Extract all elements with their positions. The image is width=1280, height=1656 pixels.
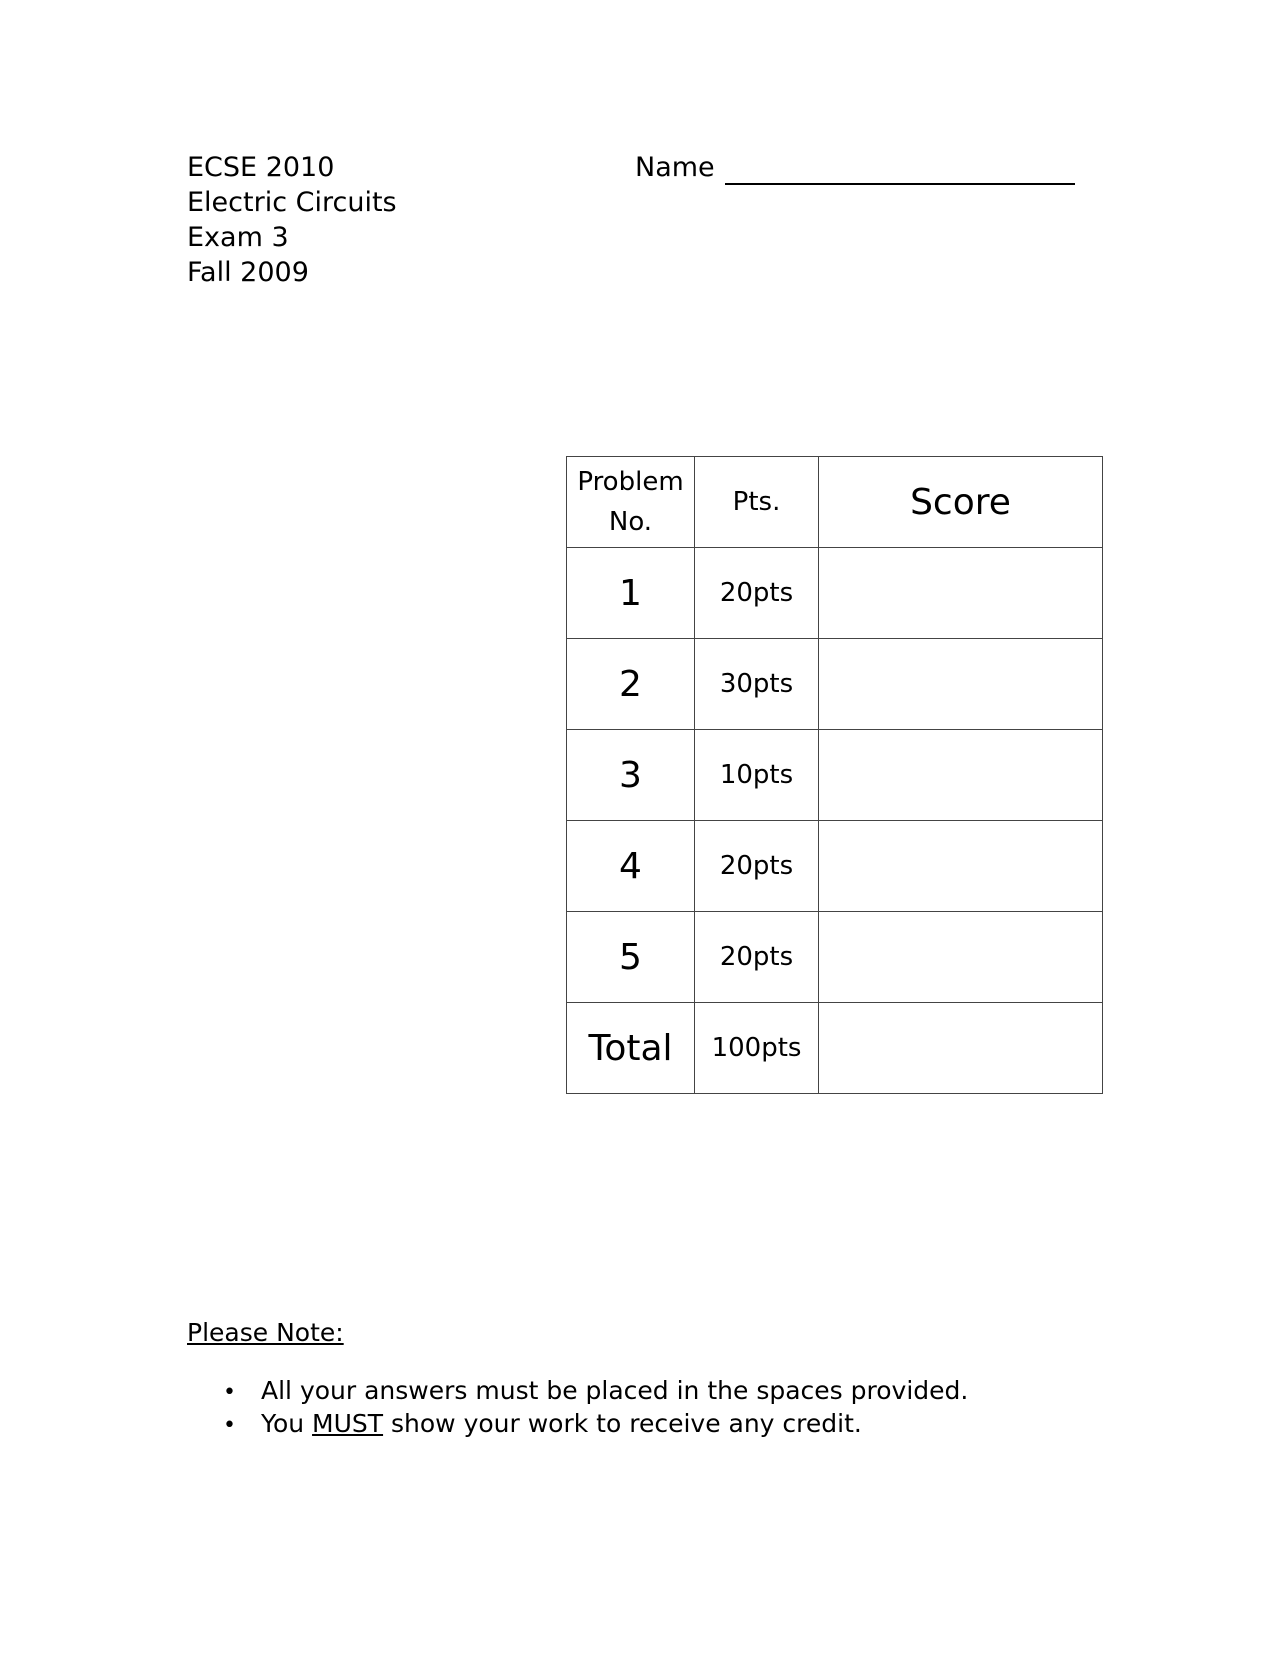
problem-points: 20pts	[695, 912, 819, 1003]
problem-number: 4	[567, 821, 695, 912]
course-code: ECSE 2010	[187, 152, 335, 183]
list-item	[223, 1408, 968, 1441]
note-answers: All your answers must be placed in the spaces provided.	[261, 1376, 969, 1405]
problem-score-cell	[819, 639, 1103, 730]
problem-number: 3	[567, 730, 695, 821]
notes-title: Please Note:	[187, 1318, 344, 1347]
list-item	[223, 1375, 968, 1408]
table-row	[567, 730, 1103, 821]
bullet-icon: •	[223, 1413, 236, 1438]
header-problem-line1: Problem	[577, 467, 684, 497]
header-problem-no	[567, 457, 695, 548]
course-title: Electric Circuits	[187, 187, 397, 218]
problem-number: 1	[567, 548, 695, 639]
table-row	[567, 912, 1103, 1003]
course-info	[187, 150, 397, 290]
table-header-row	[567, 457, 1103, 548]
problem-number: 2	[567, 639, 695, 730]
problem-score-cell	[819, 548, 1103, 639]
notes-section	[187, 1318, 968, 1441]
header-problem-line2: No.	[608, 507, 653, 537]
note-work-prefix: You	[261, 1409, 313, 1438]
total-score-cell	[819, 1003, 1103, 1094]
name-field	[635, 150, 1075, 185]
table-row	[567, 821, 1103, 912]
total-points: 100pts	[695, 1003, 819, 1094]
score-table	[566, 456, 1103, 1094]
problem-score-cell	[819, 821, 1103, 912]
total-label: Total	[567, 1003, 695, 1094]
problem-score-cell	[819, 730, 1103, 821]
note-work-emphasis: MUST	[312, 1409, 384, 1438]
exam-term: Fall 2009	[187, 257, 309, 288]
name-label: Name	[635, 152, 715, 183]
exam-number: Exam 3	[187, 222, 289, 253]
problem-points: 10pts	[695, 730, 819, 821]
name-blank-line	[725, 153, 1075, 185]
bullet-icon: •	[223, 1380, 236, 1405]
header-score: Score	[819, 457, 1103, 548]
problem-points: 30pts	[695, 639, 819, 730]
problem-points: 20pts	[695, 548, 819, 639]
problem-number: 5	[567, 912, 695, 1003]
note-work	[261, 1408, 862, 1439]
notes-list	[223, 1375, 968, 1441]
header-points: Pts.	[695, 457, 819, 548]
table-row	[567, 639, 1103, 730]
problem-score-cell	[819, 912, 1103, 1003]
problem-points: 20pts	[695, 821, 819, 912]
note-work-suffix: show your work to receive any credit.	[383, 1409, 862, 1438]
table-total-row	[567, 1003, 1103, 1094]
table-row	[567, 548, 1103, 639]
